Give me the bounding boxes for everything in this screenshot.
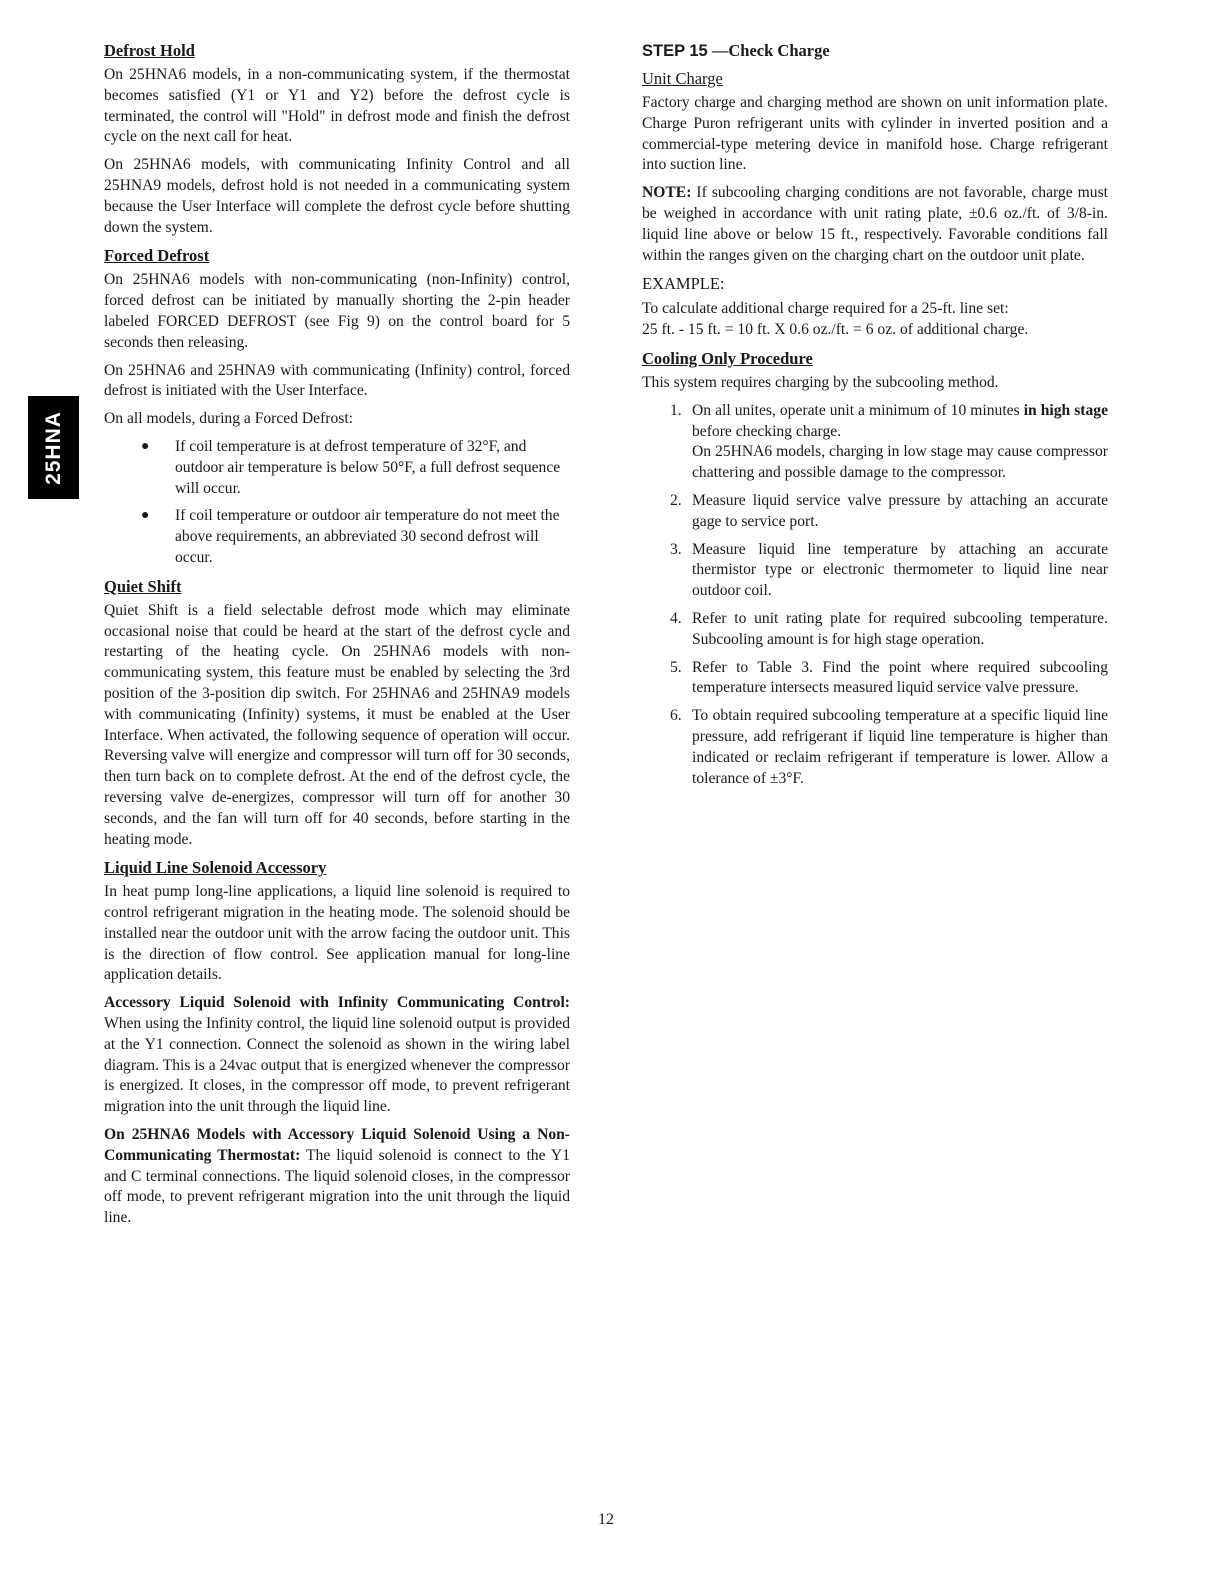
bullet-list bbox=[104, 437, 570, 569]
step-subtext: On 25HNA6 models, charging in low stage may cause compressor chattering and possible damage to the compressor. bbox=[692, 443, 1108, 482]
bullet-icon: ● bbox=[141, 438, 150, 454]
paragraph: On 25HNA6 and 25HNA9 with communicating (Infinity) control, forced defrost is initiated with the User Interface. bbox=[104, 361, 570, 400]
bullet-text: If coil temperature or outdoor air temperature do not meet the above requirements, an abbreviated 30 second defrost will occur. bbox=[175, 507, 560, 566]
cooling-only-section bbox=[642, 348, 1108, 789]
paragraph: In heat pump long-line applications, a liquid line solenoid is required to control refrigerant migration in the heating mode. The solenoid should be installed near the outdoor unit with the arrow facing the outdoor unit. This is the direction of flow control. See application manual for long-line application details. bbox=[104, 883, 570, 984]
cooling-only-heading: Cooling Only Procedure bbox=[642, 348, 813, 368]
forced-defrost-heading: Forced Defrost bbox=[104, 246, 210, 266]
procedure-step bbox=[642, 658, 1108, 700]
defrost-hold-heading: Defrost Hold bbox=[104, 41, 195, 60]
list-item bbox=[104, 506, 570, 568]
step-number: 1. bbox=[670, 401, 682, 419]
unit-charge-section bbox=[642, 68, 1108, 341]
step-title: —Check Charge bbox=[707, 41, 830, 60]
step-number: 3. bbox=[670, 540, 682, 558]
paragraph-lead: On 25HNA6 Models with Accessory Liquid Solenoid Using a Non-Communicating Thermostat: bbox=[104, 1126, 570, 1164]
procedure-step bbox=[642, 706, 1108, 789]
paragraph: On 25HNA6 models with non-communicating (non-Infinity) control, forced defrost can be initiated by manually shorting the 2-pin header labeled FORCED DEFROST (see Fig 9) on the control board for 5 seconds then releasing. bbox=[104, 271, 570, 351]
example-line: 25 ft. - 15 ft. = 10 ft. X 0.6 oz./ft. = 6 oz. of additional charge. bbox=[642, 321, 1029, 339]
paragraph-body: The liquid solenoid is connect to the Y1 and C terminal connections. The liquid solenoid closes, in the compressor off mode, to prevent refrigerant migration into the unit through the liquid line. bbox=[104, 1146, 570, 1227]
left-column bbox=[104, 40, 570, 1236]
step-text-bold: in high stage bbox=[1023, 401, 1108, 419]
step-text-part: On all unites, operate unit a minimum of 10 minutes bbox=[692, 401, 1024, 419]
procedure-step bbox=[642, 540, 1108, 602]
step-text bbox=[692, 401, 1108, 443]
step-text: Measure liquid service valve pressure by attaching an accurate gage to service port. bbox=[692, 491, 1108, 530]
liquid-line-section bbox=[104, 857, 570, 1229]
bullet-icon: ● bbox=[141, 508, 150, 524]
paragraph: This system requires charging by the subcooling method. bbox=[642, 373, 999, 391]
side-tab bbox=[28, 396, 79, 499]
step-text: Refer to Table 3. Find the point where required subcooling temperature intersects measured liquid service valve pressure. bbox=[692, 658, 1108, 697]
step-heading bbox=[642, 40, 1108, 62]
step-text: Measure liquid line temperature by attaching an accurate thermistor type or electronic thermometer to liquid line near outdoor coil. bbox=[692, 540, 1108, 600]
forced-defrost-section bbox=[104, 245, 570, 568]
procedure-step bbox=[642, 401, 1108, 484]
step-number: 6. bbox=[670, 707, 682, 725]
right-column bbox=[642, 40, 1108, 796]
paragraph bbox=[104, 993, 570, 1118]
note-paragraph bbox=[642, 183, 1108, 266]
quiet-shift-heading: Quiet Shift bbox=[104, 576, 182, 596]
step-number: 2. bbox=[670, 491, 682, 509]
step-text: Refer to unit rating plate for required subcooling temperature. Subcooling amount is for high stage operation. bbox=[692, 609, 1108, 648]
paragraph: On 25HNA6 models, in a non-communicating system, if the thermostat becomes satisfied (Y1 or Y1 and Y2) before the defrost cycle is terminated, the control will "Hold" in defrost mode and finish the defrost cycle on the next call for heat. bbox=[104, 66, 570, 146]
paragraph: On 25HNA6 models, with communicating Infinity Control and all 25HNA9 models, defrost hold is not needed in a communicating system because the User Interface will complete the defrost cycle before shutting down the system. bbox=[104, 156, 570, 236]
paragraph: Factory charge and charging method are shown on unit information plate. Charge Puron refrigerant units with cylinder in inverted position and a commercial-type metering device in manifold hose. Charge refrigerant into suction line. bbox=[642, 94, 1108, 174]
paragraph-body: When using the Infinity control, the liquid line solenoid output is provided at the Y1 connection. Connect the solenoid as shown in the wiring label diagram. This is a 24vac output that is energized whenever the compressor is energized. It closes, in the compressor off mode, to prevent refrigerant migration into the unit through the liquid line. bbox=[104, 1015, 570, 1116]
defrost-hold-section bbox=[104, 40, 570, 238]
step-label: STEP 15 bbox=[642, 42, 708, 60]
quiet-shift-section bbox=[104, 576, 570, 851]
note-label: NOTE: bbox=[642, 184, 692, 202]
paragraph: On all models, during a Forced Defrost: bbox=[104, 410, 354, 428]
step-number: 5. bbox=[670, 658, 682, 676]
liquid-line-heading: Liquid Line Solenoid Accessory bbox=[104, 858, 327, 878]
example-line: To calculate additional charge required for a 25-ft. line set: bbox=[642, 300, 1009, 318]
page-number: 12 bbox=[598, 1511, 614, 1528]
step-text-part: before checking charge. bbox=[692, 422, 842, 440]
procedure-steps bbox=[642, 401, 1108, 790]
paragraph-lead: Accessory Liquid Solenoid with Infinity Communicating Control: bbox=[104, 994, 570, 1012]
bullet-text: If coil temperature is at defrost temperature of 32°F, and outdoor air temperature is below 50°F, a full defrost sequence will occur. bbox=[175, 437, 561, 497]
paragraph: Quiet Shift is a field selectable defrost mode which may eliminate occasional noise that could be heard at the start of the defrost cycle and restarting of the heating cycle. On 25HNA6 models with non-communicating system, this feature must be enabled by selecting the 3rd position of the 3-position dip switch. For 25HNA6 and 25HNA9 models with communicating (Infinity) systems, it must be enabled at the User Interface. When activated, the following sequence of operation will occur. Reversing valve will energize and compressor will turn off for 30 seconds, then turn back on to complete defrost. At the end of the defrost cycle, the reversing valve de-energizes, compressor will turn off for another 30 seconds, and the fan will turn off for 40 seconds, before starting in the heating mode. bbox=[104, 601, 570, 848]
procedure-step bbox=[642, 609, 1108, 651]
side-tab-label: 25HNA bbox=[41, 410, 65, 485]
list-item bbox=[104, 437, 570, 499]
unit-charge-heading: Unit Charge bbox=[642, 69, 723, 88]
example-label: EXAMPLE: bbox=[642, 274, 725, 294]
procedure-step bbox=[642, 491, 1108, 533]
step-number: 4. bbox=[670, 609, 682, 627]
paragraph bbox=[104, 1125, 570, 1229]
step-text: To obtain required subcooling temperature at a specific liquid line pressure, add refrigerant if liquid line temperature is higher than indicated or reclaim refrigerant if temperature is lower. Allow a tolerance of ±3°F. bbox=[692, 707, 1108, 787]
note-text: If subcooling charging conditions are not favorable, charge must be weighed in accordance with unit rating plate, ±0.6 oz./ft. of 3/8-in. liquid line above or below 15 ft., respectively. Favorable conditions fall within the ranges given on the charging chart on the outdoor unit plate. bbox=[642, 184, 1108, 264]
